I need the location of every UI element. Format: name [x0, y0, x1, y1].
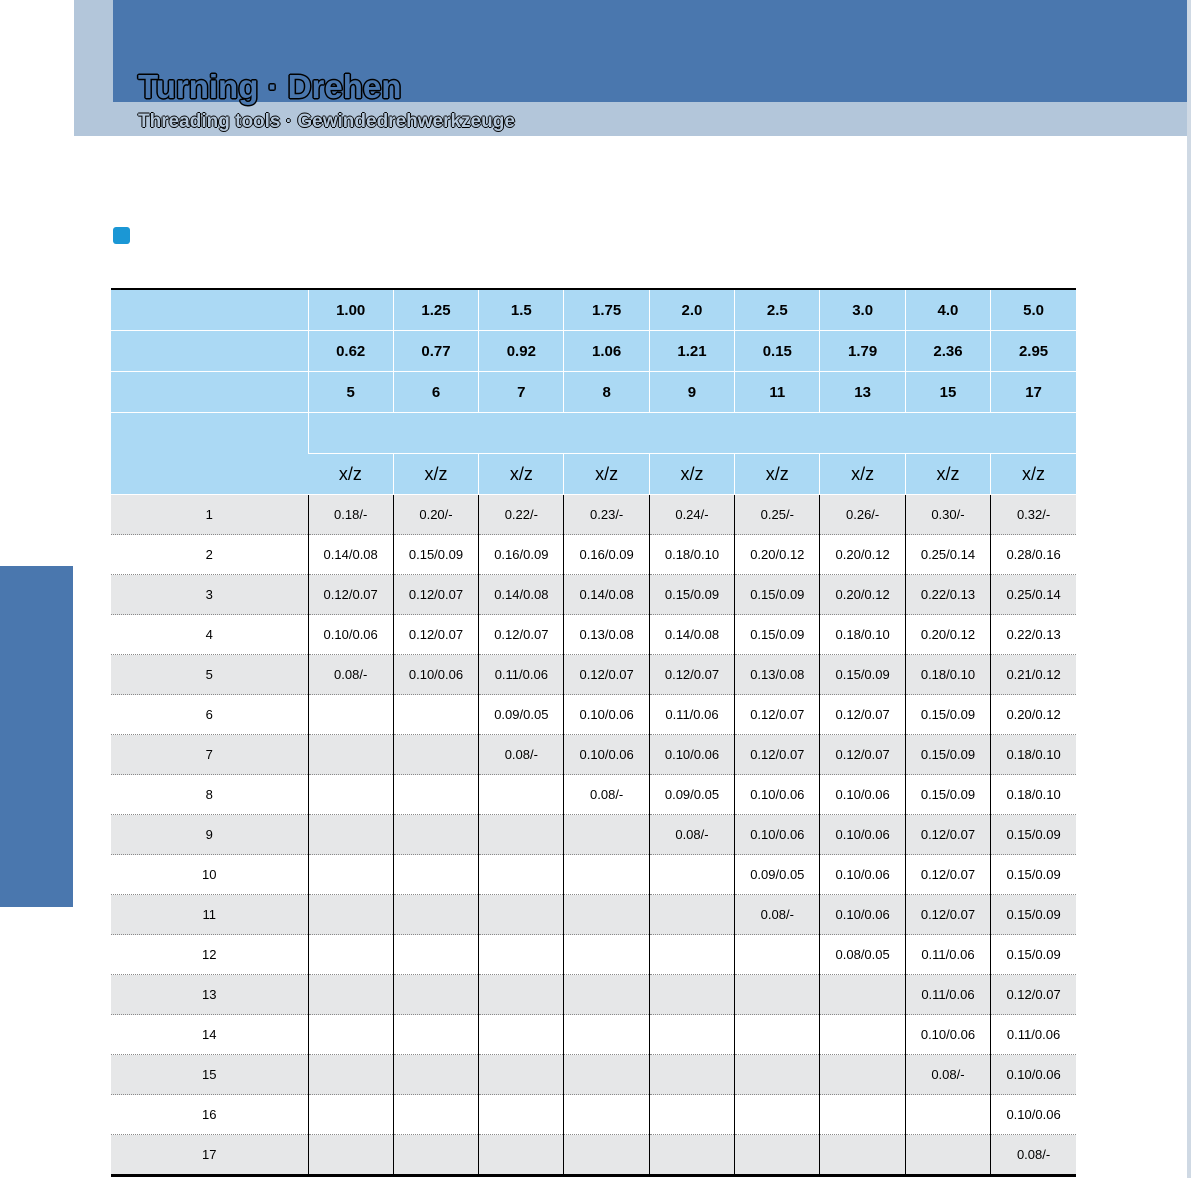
- table-cell: [649, 895, 734, 935]
- table-cell: [308, 1095, 393, 1135]
- table-row: [111, 535, 1076, 575]
- table-cell: [393, 1135, 478, 1176]
- table-cell: 0.10/0.06: [735, 815, 820, 855]
- header-row-passes-cell: 17: [991, 372, 1076, 413]
- table-row: [111, 975, 1076, 1015]
- table-cell: 0.32/-: [991, 495, 1076, 535]
- table-cell: 0.08/-: [308, 655, 393, 695]
- pass-number: 1: [111, 495, 308, 535]
- table-cell: [479, 1095, 564, 1135]
- table-cell: [820, 1055, 905, 1095]
- table-cell: 0.20/0.12: [991, 695, 1076, 735]
- pass-number: 3: [111, 575, 308, 615]
- table-row: [111, 815, 1076, 855]
- table-cell: 0.10/0.06: [649, 735, 734, 775]
- pass-number: 2: [111, 535, 308, 575]
- table-cell: [393, 1015, 478, 1055]
- header-row-depth-cell: 0.15: [735, 331, 820, 372]
- table-cell: 0.28/0.16: [991, 535, 1076, 575]
- table-cell: 0.12/0.07: [820, 735, 905, 775]
- table-row: [111, 655, 1076, 695]
- header-unit-cell: x/z: [393, 454, 478, 495]
- table-cell: 0.15/0.09: [735, 615, 820, 655]
- table-cell: 0.30/-: [905, 495, 990, 535]
- table-cell: [564, 815, 649, 855]
- header-unit-cell: x/z: [735, 454, 820, 495]
- table-cell: [393, 975, 478, 1015]
- table-cell: 0.25/0.14: [991, 575, 1076, 615]
- table-cell: 0.09/0.05: [479, 695, 564, 735]
- table-cell: [308, 1015, 393, 1055]
- table-cell: [308, 775, 393, 815]
- table-row: [111, 615, 1076, 655]
- table-cell: [649, 1015, 734, 1055]
- table-cell: 0.10/0.06: [393, 655, 478, 695]
- table-cell: [393, 1055, 478, 1095]
- header-row-passes-cell: 15: [905, 372, 990, 413]
- table-cell: 0.24/-: [649, 495, 734, 535]
- table-cell: 0.20/0.12: [820, 575, 905, 615]
- header-row-passes-cell: 9: [649, 372, 734, 413]
- table-cell: 0.11/0.06: [479, 655, 564, 695]
- table-cell: 0.10/0.06: [820, 855, 905, 895]
- table-cell: [479, 1135, 564, 1176]
- table-cell: 0.09/0.05: [649, 775, 734, 815]
- header-row-depth-cell: 1.06: [564, 331, 649, 372]
- table-row: [111, 1135, 1076, 1176]
- table-cell: 0.13/0.08: [564, 615, 649, 655]
- table-cell: [393, 895, 478, 935]
- table-cell: [479, 775, 564, 815]
- table-cell: [735, 1135, 820, 1176]
- table-cell: 0.15/0.09: [905, 695, 990, 735]
- header-row-passes-cell: 6: [393, 372, 478, 413]
- header-unit-cell: x/z: [905, 454, 990, 495]
- table-cell: 0.16/0.09: [479, 535, 564, 575]
- table-cell: [308, 895, 393, 935]
- table-cell: 0.18/0.10: [991, 735, 1076, 775]
- table-cell: [393, 735, 478, 775]
- table-cell: 0.14/0.08: [649, 615, 734, 655]
- table-cell: 0.12/0.07: [991, 975, 1076, 1015]
- table-cell: 0.18/0.10: [820, 615, 905, 655]
- table-cell: [564, 935, 649, 975]
- table-cell: 0.23/-: [564, 495, 649, 535]
- pass-number: 15: [111, 1055, 308, 1095]
- pass-number: 17: [111, 1135, 308, 1176]
- header-row-passes-cell: 11: [735, 372, 820, 413]
- table-cell: 0.18/0.10: [649, 535, 734, 575]
- table-row: [111, 855, 1076, 895]
- chapter-side-tab: [0, 566, 73, 907]
- pass-number: 7: [111, 735, 308, 775]
- table-cell: [308, 1055, 393, 1095]
- table-cell: 0.10/0.06: [991, 1095, 1076, 1135]
- table-cell: [479, 975, 564, 1015]
- header-row-pitch-cell: 4.0: [905, 289, 990, 331]
- table-cell: 0.15/0.09: [991, 895, 1076, 935]
- table-cell: 0.10/0.06: [991, 1055, 1076, 1095]
- table-cell: 0.12/0.07: [735, 735, 820, 775]
- header-row-passes-cell: 13: [820, 372, 905, 413]
- header-unit-cell: x/z: [308, 454, 393, 495]
- table-cell: 0.08/-: [649, 815, 734, 855]
- header-row-depth-cell: 2.36: [905, 331, 990, 372]
- table-cell: [905, 1095, 990, 1135]
- header-row-pitch-cell: 1.25: [393, 289, 478, 331]
- table-cell: 0.26/-: [820, 495, 905, 535]
- table-cell: 0.15/0.09: [905, 735, 990, 775]
- table-cell: 0.15/0.09: [905, 775, 990, 815]
- header-row-pitch: [111, 289, 1076, 331]
- table-cell: 0.08/-: [991, 1135, 1076, 1176]
- table-cell: [308, 935, 393, 975]
- table-cell: [479, 895, 564, 935]
- table-cell: [649, 855, 734, 895]
- table-cell: 0.16/0.09: [564, 535, 649, 575]
- table-cell: 0.14/0.08: [479, 575, 564, 615]
- table-cell: [308, 735, 393, 775]
- table-cell: [393, 775, 478, 815]
- table-cell: 0.12/0.07: [905, 815, 990, 855]
- table-row: [111, 695, 1076, 735]
- header-row-depth-cell: 0.77: [393, 331, 478, 372]
- header-row-label: [111, 413, 308, 495]
- header-row-pitch-label: [111, 289, 308, 331]
- header-row-pitch-cell: 2.5: [735, 289, 820, 331]
- table-cell: 0.10/0.06: [308, 615, 393, 655]
- table-cell: 0.12/0.07: [649, 655, 734, 695]
- table-cell: [735, 1095, 820, 1135]
- table-cell: 0.25/0.14: [905, 535, 990, 575]
- table-cell: 0.15/0.09: [991, 855, 1076, 895]
- table-cell: 0.12/0.07: [735, 695, 820, 735]
- table-cell: [564, 1015, 649, 1055]
- header-row-pitch-cell: 3.0: [820, 289, 905, 331]
- table-cell: 0.22/0.13: [991, 615, 1076, 655]
- header-row-pitch-cell: 1.00: [308, 289, 393, 331]
- table-cell: 0.22/-: [479, 495, 564, 535]
- page-title: Turning · Drehen: [138, 68, 402, 105]
- table-cell: [564, 855, 649, 895]
- table-cell: [820, 1015, 905, 1055]
- table-cell: [735, 1055, 820, 1095]
- table-cell: 0.14/0.08: [308, 535, 393, 575]
- header-row-depth-cell: 2.95: [991, 331, 1076, 372]
- table-cell: [649, 1135, 734, 1176]
- header-row-passes-cell: 5: [308, 372, 393, 413]
- table-cell: 0.10/0.06: [820, 815, 905, 855]
- pass-number: 12: [111, 935, 308, 975]
- table-cell: 0.08/-: [479, 735, 564, 775]
- table-cell: [479, 855, 564, 895]
- pass-number: 10: [111, 855, 308, 895]
- table-row: [111, 1055, 1076, 1095]
- table-cell: 0.12/0.07: [393, 615, 478, 655]
- table-cell: [308, 695, 393, 735]
- table-cell: [735, 975, 820, 1015]
- table-cell: 0.12/0.07: [905, 895, 990, 935]
- pass-number: 6: [111, 695, 308, 735]
- table-cell: 0.12/0.07: [820, 695, 905, 735]
- table-cell: 0.21/0.12: [991, 655, 1076, 695]
- header-row-passes-cell: 7: [479, 372, 564, 413]
- table-cell: 0.11/0.06: [905, 935, 990, 975]
- pass-number: 11: [111, 895, 308, 935]
- table-cell: [905, 1135, 990, 1176]
- table-row: [111, 735, 1076, 775]
- header-row-blank-cell: [308, 413, 1076, 454]
- table-cell: [649, 935, 734, 975]
- table-cell: 0.20/0.12: [905, 615, 990, 655]
- table-cell: [649, 1095, 734, 1135]
- table-cell: [393, 695, 478, 735]
- table-cell: [479, 935, 564, 975]
- table-cell: 0.08/-: [564, 775, 649, 815]
- header-unit-cell: x/z: [991, 454, 1076, 495]
- table-cell: 0.10/0.06: [564, 735, 649, 775]
- header-row-blank: [111, 413, 1076, 454]
- header-unit-cell: x/z: [649, 454, 734, 495]
- table-cell: [649, 975, 734, 1015]
- table-cell: 0.10/0.06: [820, 775, 905, 815]
- table-cell: 0.18/0.10: [991, 775, 1076, 815]
- infeed-table: [111, 288, 1076, 1177]
- page-subtitle: Threading tools · Gewindedrehwerkzeuge: [138, 111, 515, 132]
- header-unit-cell: x/z: [479, 454, 564, 495]
- header-row-depth-cell: 1.79: [820, 331, 905, 372]
- table-cell: 0.08/0.05: [820, 935, 905, 975]
- table-row: [111, 495, 1076, 535]
- table-cell: 0.09/0.05: [735, 855, 820, 895]
- page-edge: [1187, 0, 1191, 1178]
- table-cell: 0.08/-: [905, 1055, 990, 1095]
- table-cell: 0.12/0.07: [479, 615, 564, 655]
- pass-number: 14: [111, 1015, 308, 1055]
- table-cell: [649, 1055, 734, 1095]
- header-row-depth-cell: 0.62: [308, 331, 393, 372]
- header-unit-cell: x/z: [820, 454, 905, 495]
- header-row-pitch-cell: 1.75: [564, 289, 649, 331]
- table-cell: 0.10/0.06: [905, 1015, 990, 1055]
- section-marker-icon: [113, 227, 130, 244]
- pass-number: 8: [111, 775, 308, 815]
- header-row-depth-cell: 1.21: [649, 331, 734, 372]
- table-cell: [564, 1055, 649, 1095]
- table-cell: [820, 1135, 905, 1176]
- header-row-passes-cell: 8: [564, 372, 649, 413]
- table-cell: [308, 815, 393, 855]
- header-row-pitch-cell: 2.0: [649, 289, 734, 331]
- header-row-pitch-cell: 5.0: [991, 289, 1076, 331]
- table-cell: [735, 935, 820, 975]
- table-cell: [393, 935, 478, 975]
- table-cell: [308, 975, 393, 1015]
- table-cell: 0.25/-: [735, 495, 820, 535]
- pass-number: 9: [111, 815, 308, 855]
- table-cell: 0.15/0.09: [820, 655, 905, 695]
- table-cell: [564, 975, 649, 1015]
- table-cell: [393, 1095, 478, 1135]
- table-cell: 0.11/0.06: [905, 975, 990, 1015]
- header-unit-cell: x/z: [564, 454, 649, 495]
- table-cell: 0.14/0.08: [564, 575, 649, 615]
- table-cell: 0.10/0.06: [820, 895, 905, 935]
- header-row-pitch-cell: 1.5: [479, 289, 564, 331]
- table-cell: [820, 975, 905, 1015]
- table-row: [111, 1015, 1076, 1055]
- table-cell: 0.12/0.07: [308, 575, 393, 615]
- table-cell: 0.08/-: [735, 895, 820, 935]
- pass-number: 4: [111, 615, 308, 655]
- header-row-passes: [111, 372, 1076, 413]
- table-cell: [564, 895, 649, 935]
- table-cell: [735, 1015, 820, 1055]
- table-row: [111, 1095, 1076, 1135]
- header-row-depth-cell: 0.92: [479, 331, 564, 372]
- table-cell: 0.20/0.12: [735, 535, 820, 575]
- table-cell: [820, 1095, 905, 1135]
- pass-number: 5: [111, 655, 308, 695]
- table-cell: 0.11/0.06: [991, 1015, 1076, 1055]
- pass-number: 16: [111, 1095, 308, 1135]
- pass-number: 13: [111, 975, 308, 1015]
- table-cell: 0.11/0.06: [649, 695, 734, 735]
- table-cell: 0.20/0.12: [820, 535, 905, 575]
- table-row: [111, 775, 1076, 815]
- table-cell: [479, 815, 564, 855]
- table-cell: [479, 1055, 564, 1095]
- table-cell: [564, 1095, 649, 1135]
- table-cell: [308, 855, 393, 895]
- table-cell: 0.12/0.07: [905, 855, 990, 895]
- table-cell: 0.15/0.09: [735, 575, 820, 615]
- table-cell: [393, 855, 478, 895]
- table-row: [111, 575, 1076, 615]
- table-cell: 0.18/-: [308, 495, 393, 535]
- table-cell: 0.10/0.06: [735, 775, 820, 815]
- header-row-passes-label: [111, 372, 308, 413]
- table-cell: 0.12/0.07: [564, 655, 649, 695]
- table-cell: 0.20/-: [393, 495, 478, 535]
- table-cell: 0.15/0.09: [991, 815, 1076, 855]
- table-cell: [564, 1135, 649, 1176]
- table-cell: [308, 1135, 393, 1176]
- table-cell: 0.15/0.09: [991, 935, 1076, 975]
- table-row: [111, 935, 1076, 975]
- table-cell: [479, 1015, 564, 1055]
- table-cell: 0.22/0.13: [905, 575, 990, 615]
- table-cell: 0.18/0.10: [905, 655, 990, 695]
- table-cell: [393, 815, 478, 855]
- table-row: [111, 895, 1076, 935]
- table-cell: 0.13/0.08: [735, 655, 820, 695]
- header-row-depth: [111, 331, 1076, 372]
- table-cell: 0.10/0.06: [564, 695, 649, 735]
- header-row-depth-label: [111, 331, 308, 372]
- table-cell: 0.15/0.09: [393, 535, 478, 575]
- table-cell: 0.12/0.07: [393, 575, 478, 615]
- table-cell: 0.15/0.09: [649, 575, 734, 615]
